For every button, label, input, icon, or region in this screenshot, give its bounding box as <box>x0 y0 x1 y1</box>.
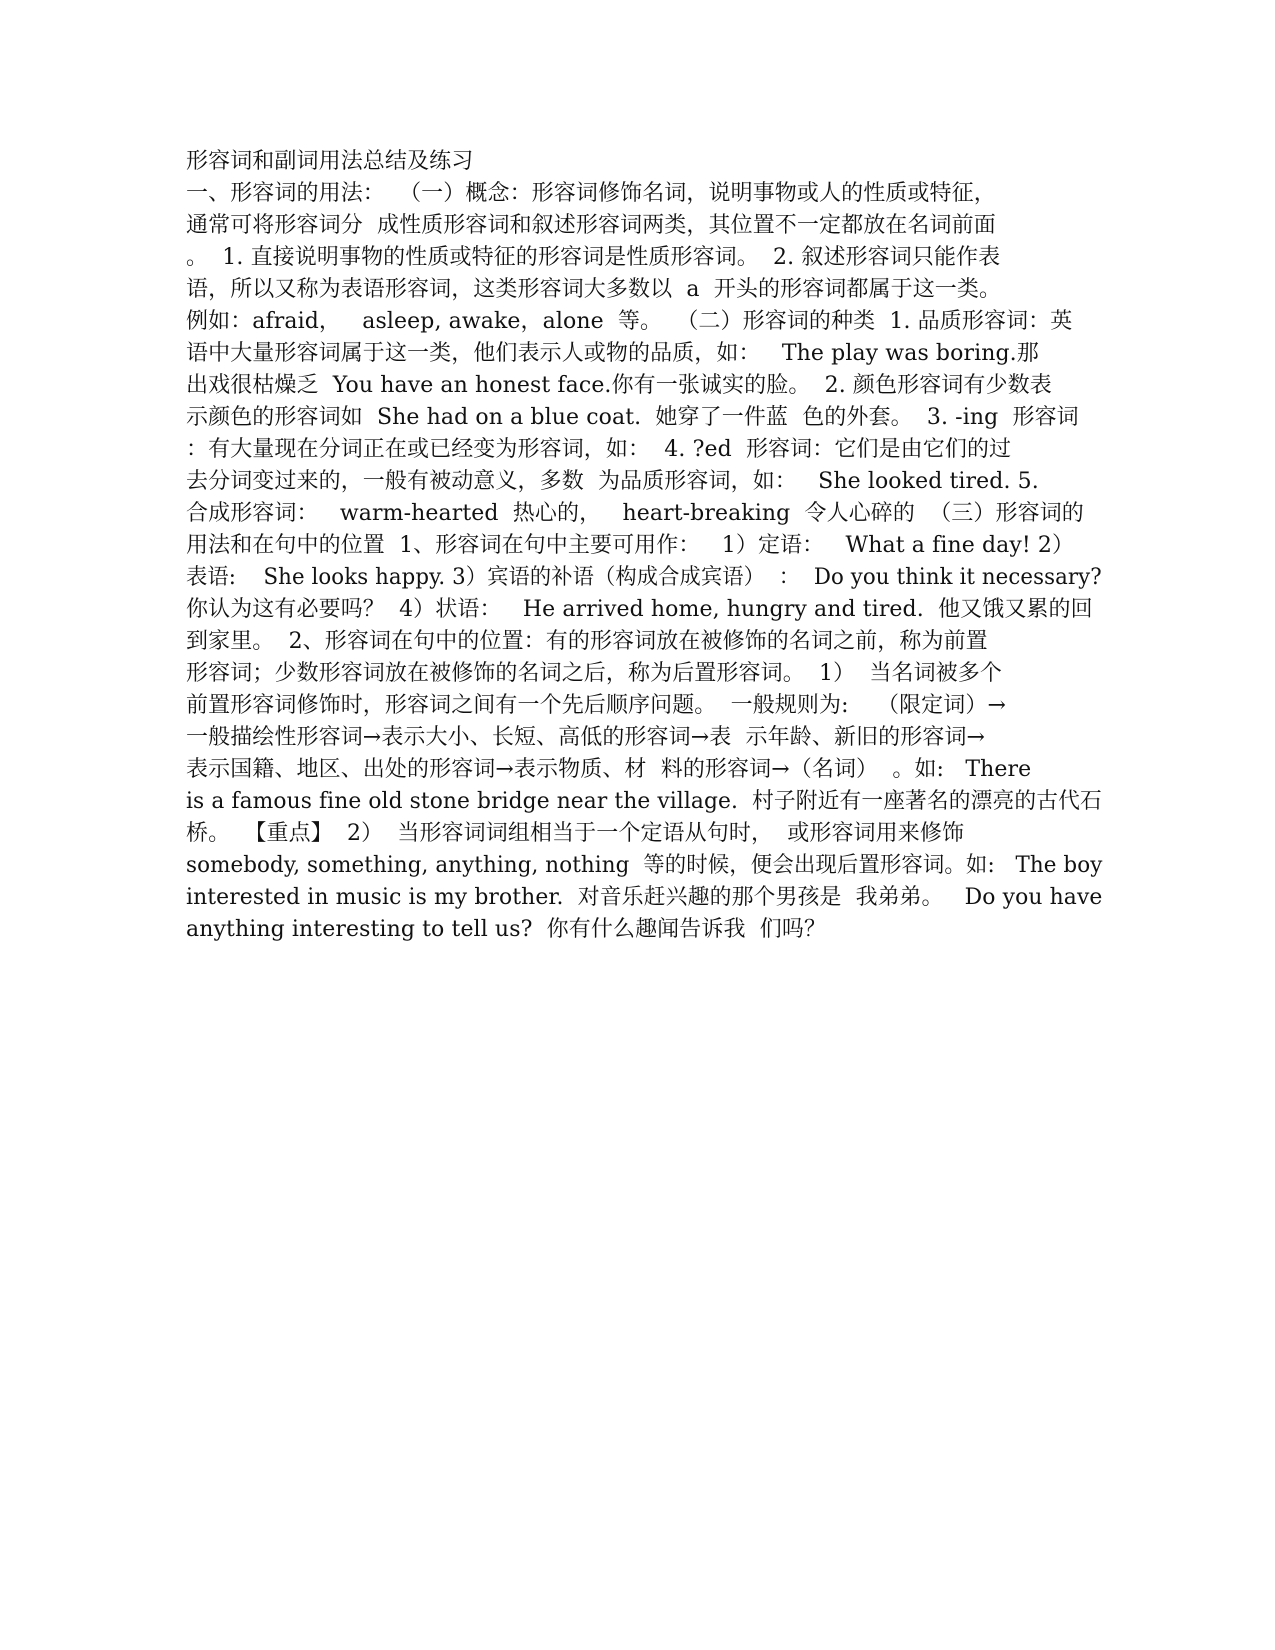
text-line: 形容词；少数形容词放在被修饰的名词之后，称为后置形容词。 1） 当名词被多个 <box>186 661 1002 686</box>
document-body <box>186 146 1102 946</box>
text-line: 例如：afraid， asleep, awake，alone 等。 （二）形容词的种类 1. 品质形容词：英 <box>186 309 1073 334</box>
text-line: 语中大量形容词属于这一类，他们表示人或物的品质，如： The play was boring.那 <box>186 341 1039 366</box>
text-line: anything interesting to tell us? 你有什么趣闻告诉我 们吗？ <box>186 917 827 942</box>
text-line: 去分词变过来的，一般有被动意义，多数 为品质形容词，如： She looked tired. 5. <box>186 469 1039 494</box>
text-line: 桥。 【重点】 2） 当形容词词组相当于一个定语从句时， 或形容词用来修饰 <box>186 821 965 846</box>
text-line: interested in music is my brother. 对音乐赶兴趣的那个男孩是 我弟弟。 Do you have <box>186 885 1103 910</box>
text-line: 前置形容词修饰时，形容词之间有一个先后顺序问题。 一般规则为: （限定词）→ <box>186 693 1007 718</box>
text-line: 。 1. 直接说明事物的性质或特征的形容词是性质形容词。 2. 叙述形容词只能作表 <box>186 245 1001 270</box>
text-line: 语，所以又称为表语形容词，这类形容词大多数以 a 开头的形容词都属于这一类。 <box>186 277 1002 302</box>
text-line: 表语: She looks happy. 3）宾语的补语（构成合成宾语） ： Do you think it necessary? <box>186 565 1102 590</box>
text-line: 一、形容词的用法： （一）概念：形容词修饰名词，说明事物或人的性质或特征， <box>186 181 996 206</box>
text-line: 你认为这有必要吗？ 4）状语： He arrived home, hungry and tired. 他又饿又累的回 <box>186 597 1093 622</box>
text-line: 通常可将形容词分 成性质形容词和叙述形容词两类，其位置不一定都放在名词前面 <box>186 213 996 238</box>
text-line: 用法和在句中的位置 1、形容词在句中主要可用作： 1）定语： What a fine day! 2） <box>186 533 1075 558</box>
text-line: somebody, something, anything, nothing 等的时候，便会出现后置形容词。如: The boy <box>186 853 1103 878</box>
text-line: 表示国籍、地区、出处的形容词→表示物质、材 料的形容词→（名词） 。如: There <box>186 757 1032 782</box>
text-line: ：有大量现在分词正在或已经变为形容词，如： 4. ?ed 形容词：它们是由它们的过 <box>186 437 1012 462</box>
document-title: 形容词和副词用法总结及练习 <box>186 149 474 174</box>
text-line: is a famous fine old stone bridge near the village. 村子附近有一座著名的漂亮的古代石 <box>186 789 1102 814</box>
text-line: 示颜色的形容词如 She had on a blue coat. 她穿了一件蓝 色的外套。 3. -ing 形容词 <box>186 405 1079 430</box>
text-line: 一般描绘性形容词→表示大小、长短、高低的形容词→表 示年龄、新旧的形容词→ <box>186 725 986 750</box>
text-line: 出戏很枯燥乏 You have an honest face.你有一张诚实的脸。 2. 颜色形容词有少数表 <box>186 373 1052 398</box>
text-line: 合成形容词： warm-hearted 热心的， heart-breaking 令人心碎的 （三）形容词的 <box>186 501 1084 526</box>
text-line: 到家里。 2、形容词在句中的位置：有的形容词放在被修饰的名词之前，称为前置 <box>186 629 988 654</box>
